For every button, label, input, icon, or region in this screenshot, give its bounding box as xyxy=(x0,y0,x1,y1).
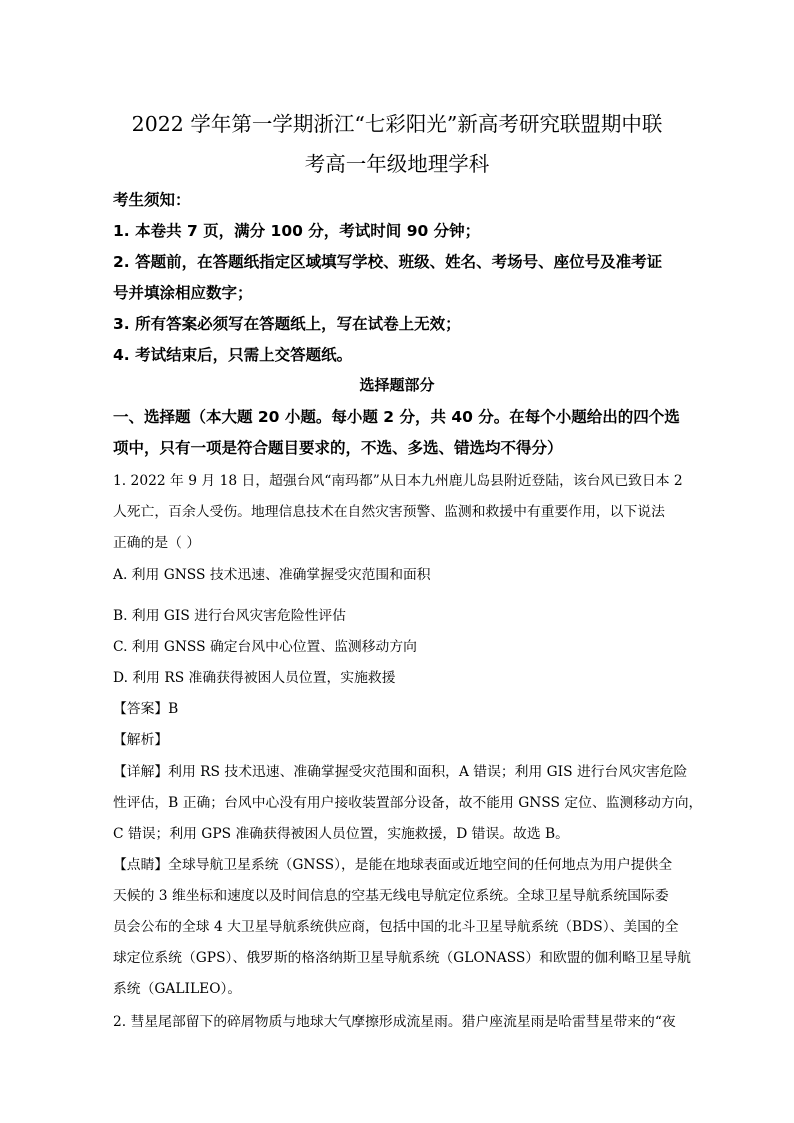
q1-detail-line-1: 【详解】利用 RS 技术迅速、准确掌握受灾范围和面积，A 错误；利用 GIS 进行台风灾害危险 xyxy=(113,764,688,780)
q1-comment-line-5: 系统（GALILEO）。 xyxy=(113,981,242,997)
q1-detail-line-2: 性评估，B 正确；台风中心没有用户接收装置部分设备，故不能用 GNSS 定位、监测移动方向， xyxy=(113,795,703,811)
q1-comment-line-3: 员会公布的全球 4 大卫星导航系统供应商，包括中国的北斗卫星导航系统（BDS）、美国的全 xyxy=(113,919,679,935)
q1-answer: 【答案】B xyxy=(113,701,179,717)
notice-heading: 考生须知： xyxy=(113,191,191,209)
q1-stem-line-2: 人死亡，百余人受伤。地理信息技术在自然灾害预警、监测和救援中有重要作用，以下说法 xyxy=(113,504,665,520)
q1-comment-line-1: 【点睛】全球导航卫星系统（GNSS），是能在地球表面或近地空间的任何地点为用户提供全 xyxy=(113,857,673,873)
q1-option-c: C. 利用 GNSS 确定台风中心位置、监测移动方向 xyxy=(113,639,417,655)
q1-option-a: A. 利用 GNSS 技术迅速、准确掌握受灾范围和面积 xyxy=(113,567,431,583)
q1-stem-line-1: 1. 2022 年 9 月 18 日，超强台风“南玛都”从日本九州鹿儿岛县附近登陆，该台风已致日本 2 xyxy=(113,473,683,489)
notice-item-2: 2. 答题前，在答题纸指定区域填写学校、班级、姓名、考场号、座位号及准考证 xyxy=(113,253,663,271)
section-heading: 选择题部分 xyxy=(359,376,435,394)
q1-analysis-label: 【解析】 xyxy=(113,732,169,748)
q1-comment-line-4: 球定位系统（GPS）、俄罗斯的格洛纳斯卫星导航系统（GLONASS）和欧盟的伽利略卫星导航 xyxy=(113,950,691,966)
page-title-line-2: 考高一年级地理学科 xyxy=(304,152,490,176)
part-instruction-line-1: 一、选择题（本大题 20 小题。每小题 2 分，共 40 分。在每个小题给出的四个选 xyxy=(113,408,680,426)
notice-item-3: 3. 所有答案必须写在答题纸上，写在试卷上无效； xyxy=(113,315,461,333)
q1-comment-line-2: 天候的 3 维坐标和速度以及时间信息的空基无线电导航定位系统。全球卫星导航系统国际委 xyxy=(113,888,669,904)
notice-item-4: 4. 考试结束后，只需上交答题纸。 xyxy=(113,346,353,364)
q2-stem-line-1: 2. 彗星尾部留下的碎屑物质与地球大气摩擦形成流星雨。猎户座流星雨是哈雷彗星带来的“夜 xyxy=(113,1014,676,1030)
q1-detail-line-3: C 错误；利用 GPS 准确获得被困人员位置，实施救援，D 错误。故选 B。 xyxy=(113,826,569,842)
notice-item-1: 1. 本卷共 7 页，满分 100 分，考试时间 90 分钟； xyxy=(113,222,481,240)
q1-option-b: B. 利用 GIS 进行台风灾害危险性评估 xyxy=(113,608,346,624)
page-title-line-1: 2022 学年第一学期浙江“七彩阳光”新高考研究联盟期中联 xyxy=(131,112,663,136)
q1-option-d: D. 利用 RS 准确获得被困人员位置，实施救援 xyxy=(113,670,396,686)
notice-item-2-cont: 号并填涂相应数字； xyxy=(113,284,253,302)
part-instruction-line-2: 项中，只有一项是符合题目要求的，不选、多选、错选均不得分） xyxy=(113,439,563,457)
q1-stem-line-3: 正确的是（ ） xyxy=(113,535,201,551)
